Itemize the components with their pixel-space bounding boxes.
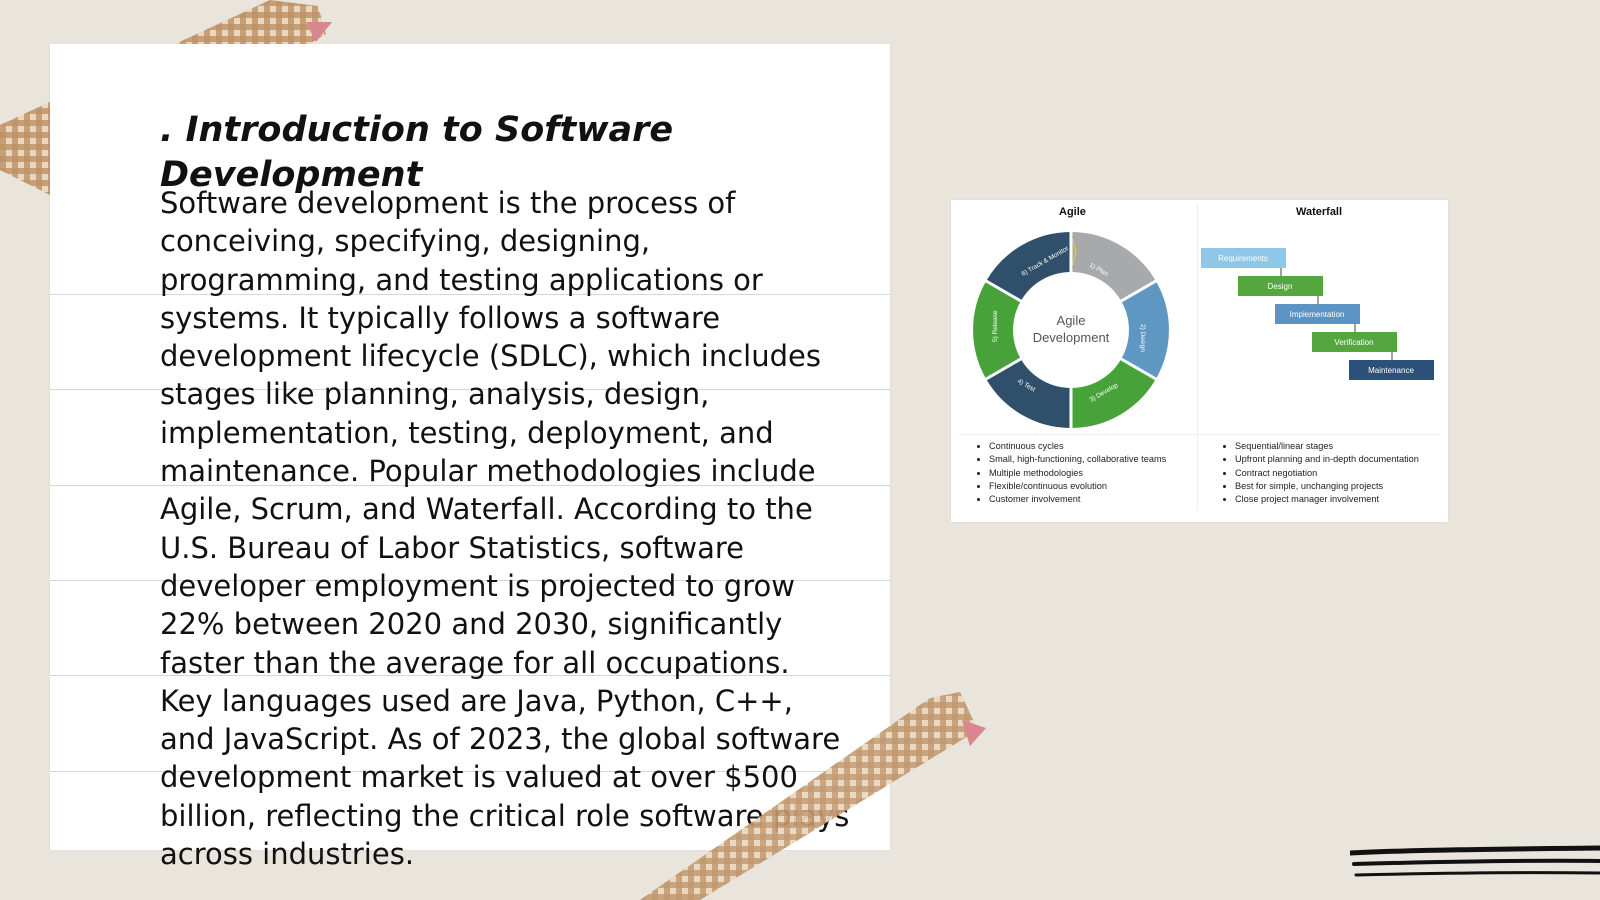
- waterfall-bullet: • Sequential/linear stages: [1235, 440, 1419, 453]
- agile-segment-label: 2) Design: [1139, 324, 1146, 352]
- agile-segment-label: 4) Test: [1016, 377, 1037, 394]
- waterfall-diagram: [1201, 245, 1446, 395]
- waterfall-step-label: Verification: [1334, 338, 1374, 347]
- agile-bullet-list: [973, 440, 1166, 506]
- waterfall-step-label: Implementation: [1289, 310, 1345, 319]
- agile-segment-label: 5) Release: [992, 310, 999, 342]
- agile-bullet: • Small, high-functioning, collaborative teams: [989, 453, 1166, 466]
- agile-vs-waterfall-figure: [951, 200, 1448, 522]
- agile-bullet: • Flexible/continuous evolution: [989, 480, 1166, 493]
- waterfall-step-label: Requirements: [1218, 254, 1268, 263]
- waterfall-bullet: • Close project manager involvement: [1235, 493, 1419, 506]
- agile-segment-label: 3) Develop: [1088, 381, 1120, 404]
- agile-cycle-diagram: [971, 230, 1171, 430]
- agile-bullet: • Customer involvement: [989, 493, 1166, 506]
- washi-tape-bottom: [640, 690, 1000, 900]
- agile-center-label: Development: [1032, 330, 1110, 345]
- waterfall-bullet: • Contract negotiation: [1235, 467, 1419, 480]
- agile-segment-label: 6) Track & Monitor: [1020, 245, 1070, 278]
- agile-segment-test: [1004, 369, 1072, 408]
- agile-bullet: • Continuous cycles: [989, 440, 1166, 453]
- agile-bullet: • Multiple methodologies: [989, 467, 1166, 480]
- waterfall-heading: Waterfall: [1296, 206, 1343, 218]
- agile-heading: Agile: [1059, 206, 1086, 218]
- agile-segment-monitor: [1004, 252, 1072, 291]
- waterfall-bullet-list: [1219, 440, 1419, 506]
- agile-center-label: Agile: [1056, 313, 1086, 328]
- waterfall-step-label: Design: [1267, 282, 1293, 291]
- agile-segment-label: 1) Plan: [1088, 261, 1110, 279]
- figure-row-divider: [959, 434, 1440, 435]
- waterfall-bullet: • Upfront planning and in-depth documentation: [1235, 453, 1419, 466]
- waterfall-bullet: • Best for simple, unchanging projects: [1235, 480, 1419, 493]
- slide-body-text: Software development is the process of conceiving, specifying, designing, programming, and testing applications or systems. It typically follows a software development lifecycle (SDLC), which includes stages like planning, analysis, design, implementation, testing, deployment, and maintenance. Popular methodologies include Agile, Scrum, and Waterfall. According to the U.S. Bureau of Labor Statistics, software developer employment is projected to grow 22% between 2020 and 2030, significantly faster than the average for all occupations. Key languages used are Java, Python, C++, and JavaScript. As of 2023, the global software development market is valued at over $500 billion, reflecting the critical role software plays across industries.: [160, 186, 850, 872]
- waterfall-step-label: Maintenance: [1368, 366, 1414, 375]
- slide-title: . Introduction to Software Development: [160, 110, 674, 195]
- decorative-scribble: [1350, 845, 1600, 895]
- figure-column-divider: [1197, 204, 1198, 510]
